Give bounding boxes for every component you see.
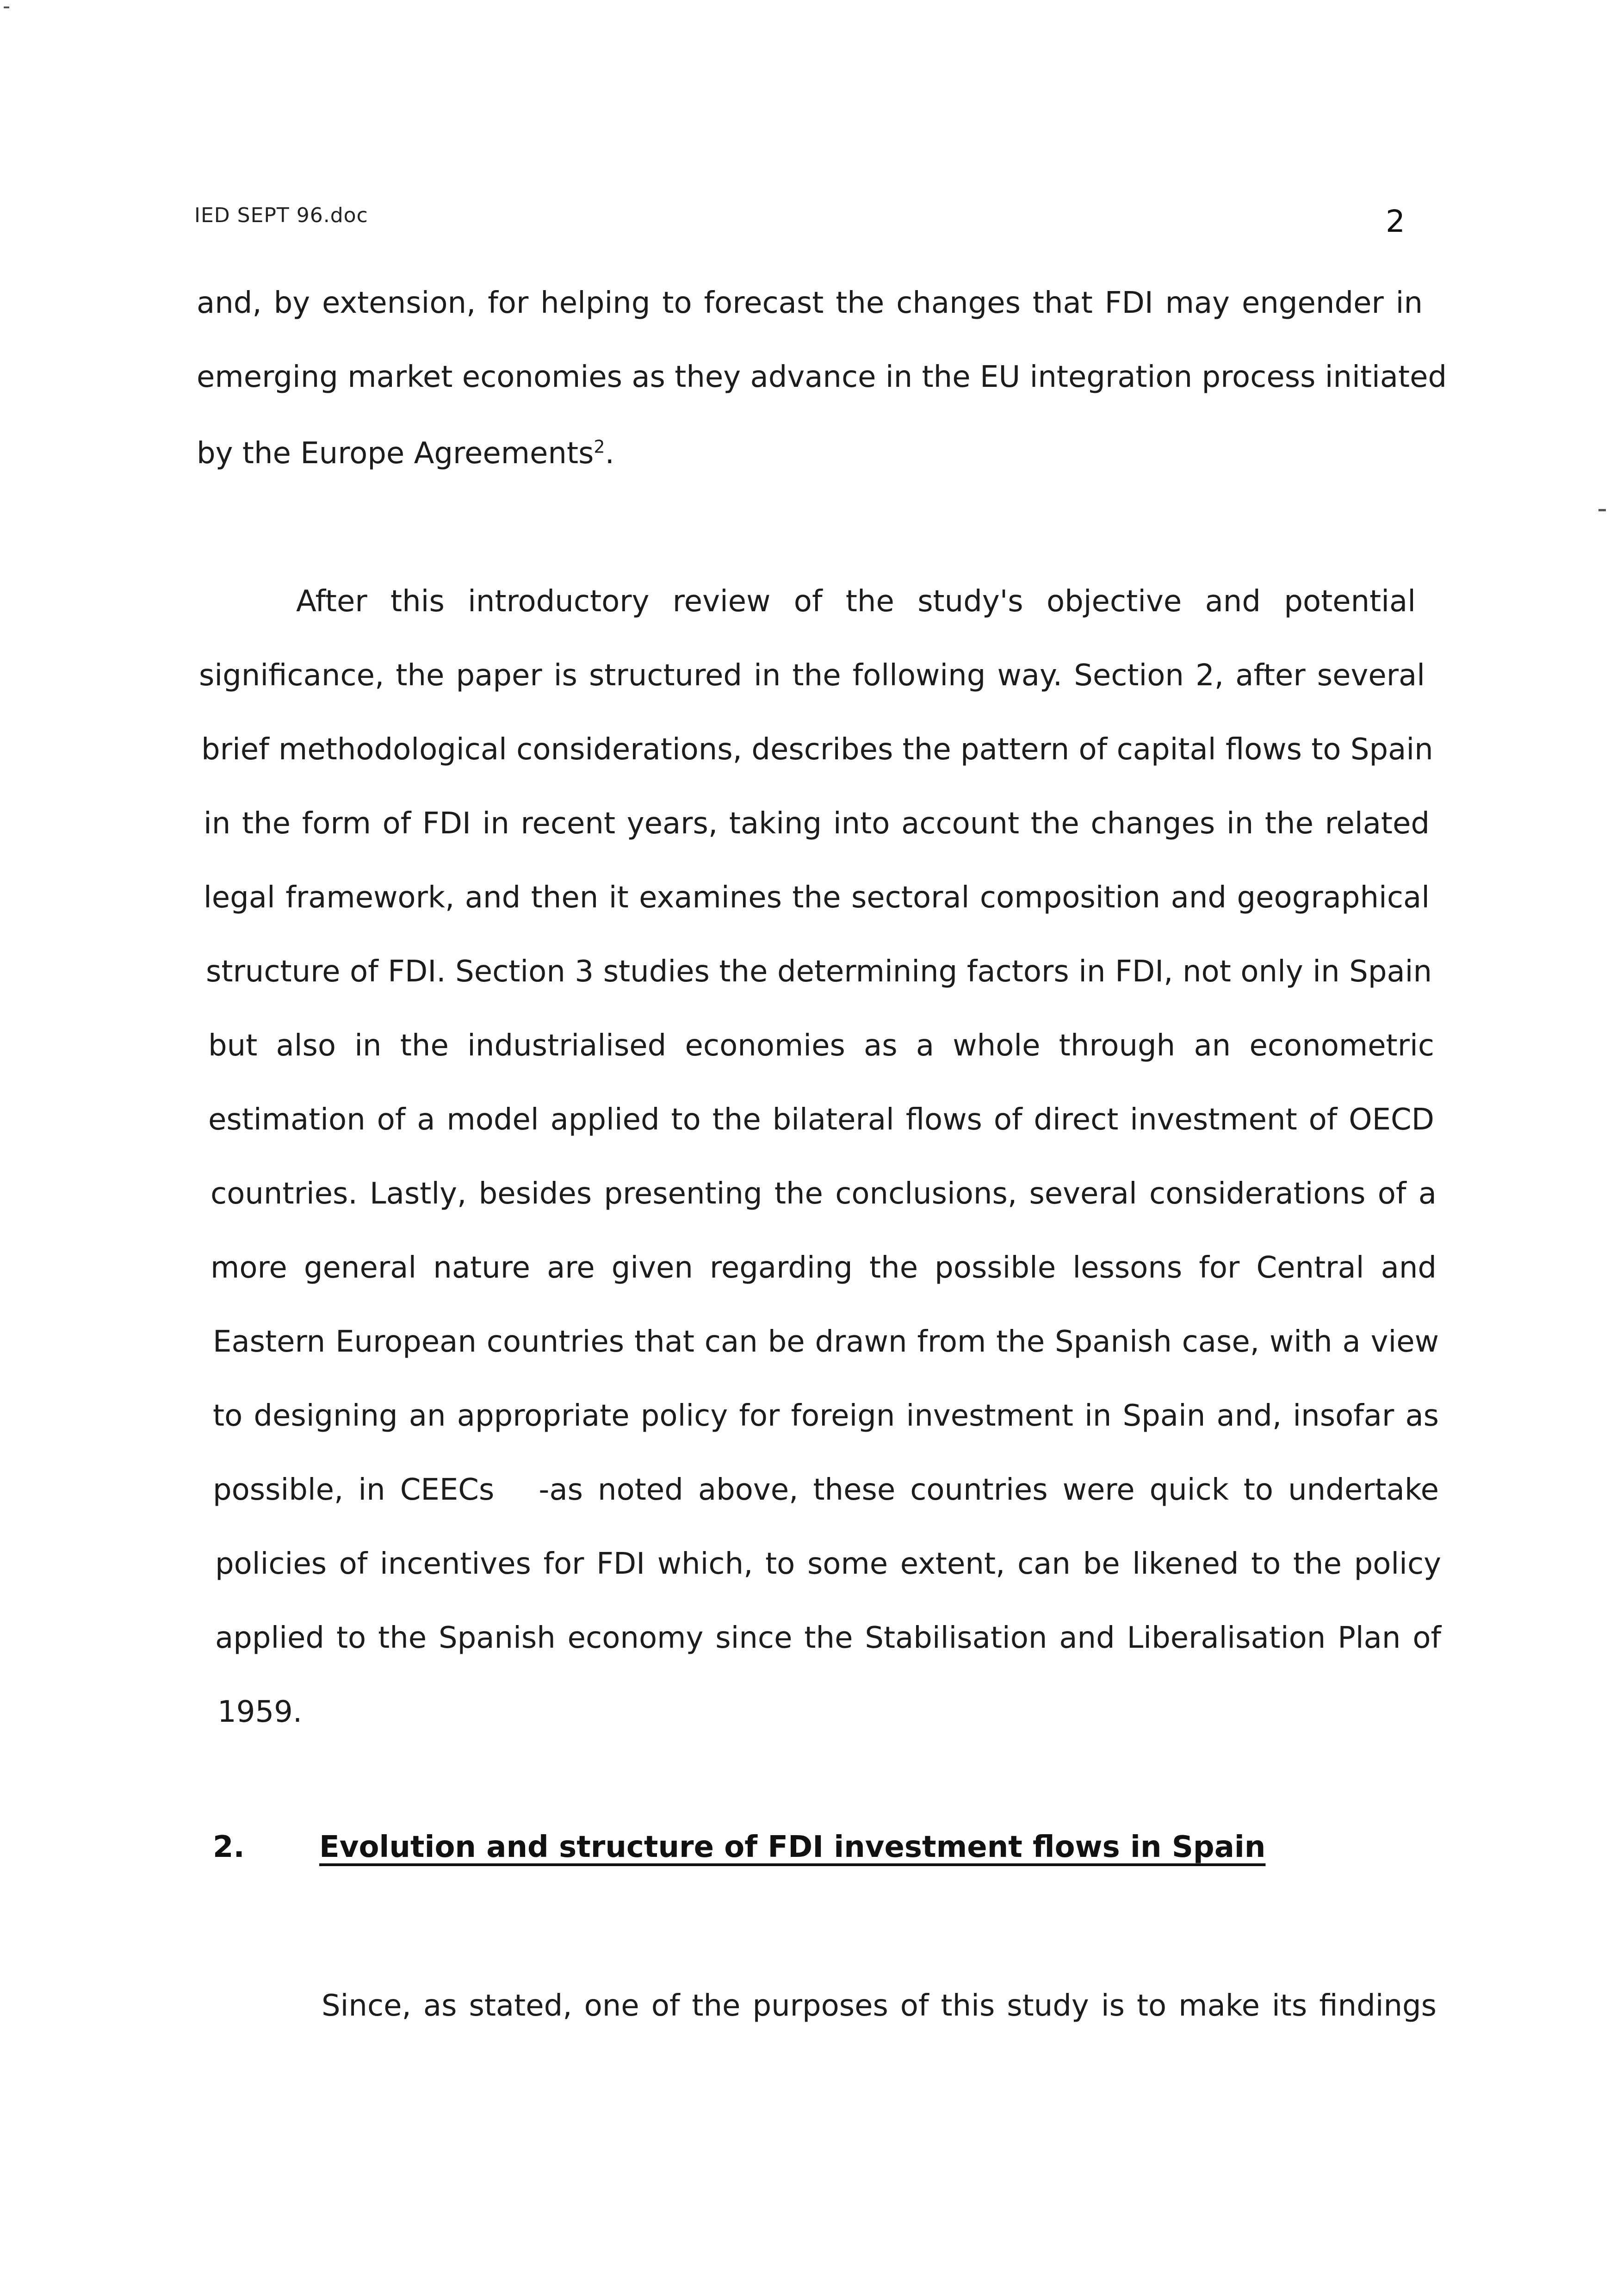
section-number: 2. xyxy=(213,1830,245,1864)
paragraph2-line-3: brief methodological considerations, describes the pattern of capital flows to Spain xyxy=(201,732,1433,767)
section-title: Evolution and structure of FDI investment flows in Spain xyxy=(319,1830,1266,1864)
paragraph2-line-12: to designing an appropriate policy for foreign investment in Spain and, insofar as xyxy=(213,1399,1439,1433)
scan-speck xyxy=(4,6,9,8)
paragraph1-line-3-punct: . xyxy=(605,436,614,471)
paragraph1-line-1: and, by extension, for helping to forecast the changes that FDI may engender in xyxy=(197,286,1423,320)
paragraph2-line-13: possible, in CEECs -as noted above, these countries were quick to undertake xyxy=(213,1473,1439,1507)
paragraph2-line-2: significance, the paper is structured in the following way. Section 2, after several xyxy=(199,658,1425,693)
paragraph2-line-16: 1959. xyxy=(217,1695,303,1729)
footnote-ref-2: 2 xyxy=(594,436,605,457)
paragraph2-line-4: in the form of FDI in recent years, taking into account the changes in the related xyxy=(204,807,1430,841)
page-number: 2 xyxy=(1386,204,1405,239)
paragraph2-line-10: more general nature are given regarding the possible lessons for Central and xyxy=(211,1251,1437,1285)
paragraph2-line-6: structure of FDI. Section 3 studies the determining factors in FDI, not only in Spain xyxy=(206,955,1432,989)
paragraph2-line-11: Eastern European countries that can be drawn from the Spanish case, with a view xyxy=(213,1325,1439,1359)
paragraph1-line-3 xyxy=(197,435,614,472)
paragraph2-line-9: countries. Lastly, besides presenting the conclusions, several considerations of a xyxy=(211,1177,1437,1211)
paragraph3-line-1: Since, as stated, one of the purposes of this study is to make its findings xyxy=(322,1989,1437,2023)
paragraph1-line-2: emerging market economies as they advance in the EU integration process initiated xyxy=(197,360,1447,394)
paragraph2-line-1: After this introductory review of the study's objective and potential xyxy=(296,584,1416,619)
paragraph2-line-14: policies of incentives for FDI which, to some extent, can be likened to the policy xyxy=(215,1547,1441,1581)
paragraph2-line-15: applied to the Spanish economy since the Stabilisation and Liberalisation Plan of xyxy=(215,1621,1441,1655)
paragraph1-line-3-text: by the Europe Agreements xyxy=(197,436,594,471)
scan-speck xyxy=(1598,509,1606,511)
paragraph2-line-5: legal framework, and then it examines the sectoral composition and geographical xyxy=(204,881,1430,915)
paragraph2-line-8: estimation of a model applied to the bilateral flows of direct investment of OECD xyxy=(208,1103,1434,1137)
header-filename: IED SEPT 96.doc xyxy=(194,204,368,227)
paragraph2-line-7: but also in the industrialised economies as a whole through an econometric xyxy=(208,1029,1434,1063)
